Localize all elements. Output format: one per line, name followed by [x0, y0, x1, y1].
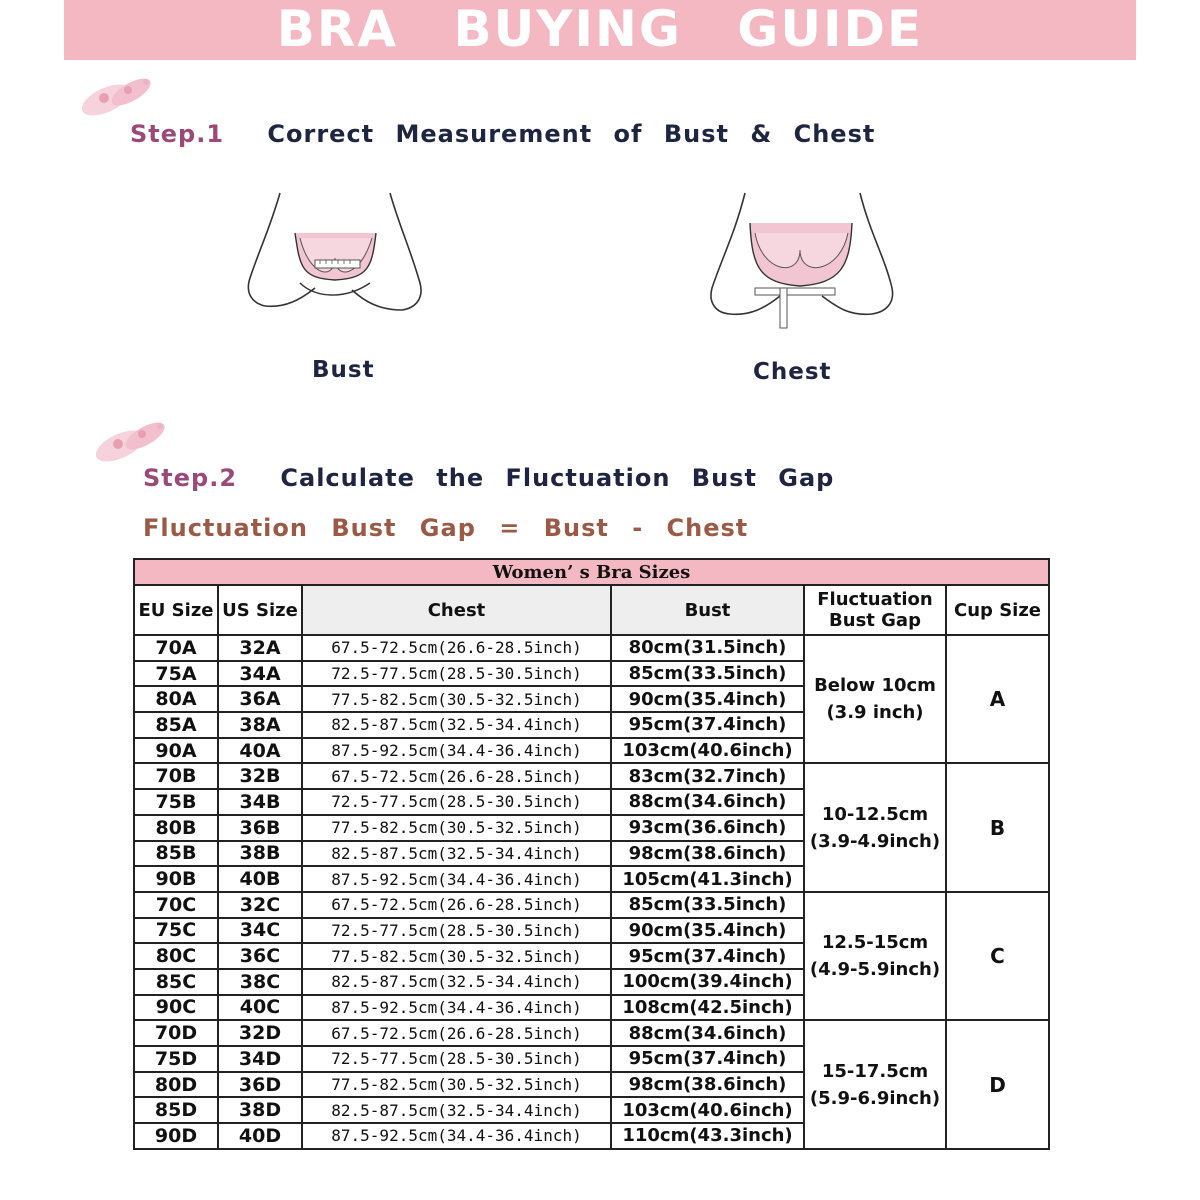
eu-size-cell: 70B	[134, 763, 218, 789]
eu-size-cell: 80C	[134, 943, 218, 969]
eu-size-cell: 90B	[134, 866, 218, 892]
us-size-cell: 36A	[218, 686, 302, 712]
bust-cell: 88cm(34.6inch)	[611, 1020, 804, 1046]
eu-size-cell: 70D	[134, 1020, 218, 1046]
eu-size-cell: 90D	[134, 1123, 218, 1149]
eu-size-cell: 85B	[134, 841, 218, 867]
bust-cell: 85cm(33.5inch)	[611, 892, 804, 918]
eu-size-cell: 90A	[134, 738, 218, 764]
table-row	[134, 635, 1049, 661]
chest-cell: 67.5-72.5cm(26.6-28.5inch)	[302, 763, 611, 789]
bust-cell: 90cm(35.4inch)	[611, 918, 804, 944]
gap-range-inch: (5.9-6.9inch)	[809, 1087, 941, 1109]
us-size-cell: 32C	[218, 892, 302, 918]
step2-label: Step.2	[143, 464, 238, 492]
gap-range-cm: Below 10cm	[814, 675, 936, 697]
bust-cell: 108cm(42.5inch)	[611, 995, 804, 1021]
us-size-cell: 40C	[218, 995, 302, 1021]
us-size-cell: 40B	[218, 866, 302, 892]
eu-size-cell: 80A	[134, 686, 218, 712]
eu-size-cell: 70C	[134, 892, 218, 918]
gap-range-cm: 12.5-15cm	[821, 932, 929, 954]
header-chest: Chest	[302, 585, 611, 635]
step1-label: Step.1	[130, 120, 225, 148]
table-row	[134, 763, 1049, 789]
us-size-cell: 38D	[218, 1097, 302, 1123]
gap-range-inch: (3.9-4.9inch)	[809, 830, 941, 852]
bra-size-table	[133, 558, 1050, 1150]
eu-size-cell: 75D	[134, 1046, 218, 1072]
chest-cell: 77.5-82.5cm(30.5-32.5inch)	[302, 815, 611, 841]
eu-size-cell: 85A	[134, 712, 218, 738]
chest-cell: 72.5-77.5cm(28.5-30.5inch)	[302, 789, 611, 815]
bust-cell: 105cm(41.3inch)	[611, 866, 804, 892]
eu-size-cell: 80B	[134, 815, 218, 841]
flower-decoration-icon	[90, 412, 180, 472]
cup-size-cell: D	[946, 1020, 1049, 1148]
chest-cell: 87.5-92.5cm(34.4-36.4inch)	[302, 995, 611, 1021]
header-cup-size: Cup Size	[946, 585, 1049, 635]
bust-cell: 93cm(36.6inch)	[611, 815, 804, 841]
bust-cell: 83cm(32.7inch)	[611, 763, 804, 789]
chest-cell: 77.5-82.5cm(30.5-32.5inch)	[302, 686, 611, 712]
us-size-cell: 32B	[218, 763, 302, 789]
bust-cell: 90cm(35.4inch)	[611, 686, 804, 712]
page-banner: BRA BUYING GUIDE	[64, 0, 1136, 60]
table-row	[134, 892, 1049, 918]
us-size-cell: 32D	[218, 1020, 302, 1046]
gap-range-cm: 15-17.5cm	[821, 1060, 929, 1082]
header-bust: Bust	[611, 585, 804, 635]
gap-range-inch: (4.9-5.9inch)	[809, 959, 941, 981]
header-fluctuation-bust-gap: Fluctuation Bust Gap	[804, 585, 946, 635]
chest-cell: 72.5-77.5cm(28.5-30.5inch)	[302, 918, 611, 944]
bust-cell: 100cm(39.4inch)	[611, 969, 804, 995]
bust-cell: 85cm(33.5inch)	[611, 661, 804, 687]
us-size-cell: 40A	[218, 738, 302, 764]
us-size-cell: 34B	[218, 789, 302, 815]
bust-cell: 80cm(31.5inch)	[611, 635, 804, 661]
step1-row	[130, 120, 875, 148]
fluctuation-gap-cell	[804, 763, 946, 891]
table-row	[134, 1020, 1049, 1046]
gap-range-cm: 10-12.5cm	[821, 803, 929, 825]
bust-cell: 98cm(38.6inch)	[611, 1072, 804, 1098]
bust-measurement-illustration	[240, 188, 430, 338]
us-size-cell: 38A	[218, 712, 302, 738]
chest-cell: 87.5-92.5cm(34.4-36.4inch)	[302, 1123, 611, 1149]
gap-range-inch: (3.9 inch)	[826, 702, 924, 724]
eu-size-cell: 75C	[134, 918, 218, 944]
chest-cell: 67.5-72.5cm(26.6-28.5inch)	[302, 892, 611, 918]
cup-size-cell: A	[946, 635, 1049, 763]
chest-cell: 77.5-82.5cm(30.5-32.5inch)	[302, 943, 611, 969]
bust-cell: 103cm(40.6inch)	[611, 1097, 804, 1123]
header-eu-size: EU Size	[134, 585, 218, 635]
chest-cell: 77.5-82.5cm(30.5-32.5inch)	[302, 1072, 611, 1098]
fluctuation-gap-cell	[804, 635, 946, 763]
table-title: Women’ s Bra Sizes	[134, 559, 1049, 585]
us-size-cell: 38B	[218, 841, 302, 867]
us-size-cell: 36C	[218, 943, 302, 969]
chest-cell: 87.5-92.5cm(34.4-36.4inch)	[302, 738, 611, 764]
chest-cell: 67.5-72.5cm(26.6-28.5inch)	[302, 1020, 611, 1046]
bust-label: Bust	[312, 357, 375, 383]
fluctuation-gap-cell	[804, 892, 946, 1020]
eu-size-cell: 75B	[134, 789, 218, 815]
us-size-cell: 40D	[218, 1123, 302, 1149]
eu-size-cell: 90C	[134, 995, 218, 1021]
chest-cell: 72.5-77.5cm(28.5-30.5inch)	[302, 1046, 611, 1072]
us-size-cell: 34C	[218, 918, 302, 944]
us-size-cell: 32A	[218, 635, 302, 661]
chest-cell: 82.5-87.5cm(32.5-34.4inch)	[302, 969, 611, 995]
cup-size-cell: C	[946, 892, 1049, 1020]
bust-cell: 95cm(37.4inch)	[611, 712, 804, 738]
header-us-size: US Size	[218, 585, 302, 635]
step2-title: Calculate the Fluctuation Bust Gap	[280, 464, 835, 492]
chest-measurement-illustration	[700, 188, 900, 338]
bust-cell: 110cm(43.3inch)	[611, 1123, 804, 1149]
us-size-cell: 38C	[218, 969, 302, 995]
eu-size-cell: 80D	[134, 1072, 218, 1098]
chest-cell: 87.5-92.5cm(34.4-36.4inch)	[302, 866, 611, 892]
chest-cell: 67.5-72.5cm(26.6-28.5inch)	[302, 635, 611, 661]
bust-cell: 103cm(40.6inch)	[611, 738, 804, 764]
us-size-cell: 34D	[218, 1046, 302, 1072]
us-size-cell: 36B	[218, 815, 302, 841]
chest-cell: 82.5-87.5cm(32.5-34.4inch)	[302, 841, 611, 867]
bust-cell: 95cm(37.4inch)	[611, 943, 804, 969]
eu-size-cell: 75A	[134, 661, 218, 687]
bust-gap-formula: Fluctuation Bust Gap = Bust - Chest	[143, 514, 749, 542]
chest-label: Chest	[753, 359, 832, 385]
step1-title: Correct Measurement of Bust & Chest	[267, 120, 876, 148]
chest-cell: 82.5-87.5cm(32.5-34.4inch)	[302, 1097, 611, 1123]
eu-size-cell: 85D	[134, 1097, 218, 1123]
chest-cell: 72.5-77.5cm(28.5-30.5inch)	[302, 661, 611, 687]
bust-cell: 95cm(37.4inch)	[611, 1046, 804, 1072]
us-size-cell: 36D	[218, 1072, 302, 1098]
cup-size-cell: B	[946, 763, 1049, 891]
fluctuation-gap-cell	[804, 1020, 946, 1148]
step2-row	[143, 464, 834, 492]
bust-cell: 98cm(38.6inch)	[611, 841, 804, 867]
chest-cell: 82.5-87.5cm(32.5-34.4inch)	[302, 712, 611, 738]
eu-size-cell: 85C	[134, 969, 218, 995]
eu-size-cell: 70A	[134, 635, 218, 661]
us-size-cell: 34A	[218, 661, 302, 687]
bust-cell: 88cm(34.6inch)	[611, 789, 804, 815]
